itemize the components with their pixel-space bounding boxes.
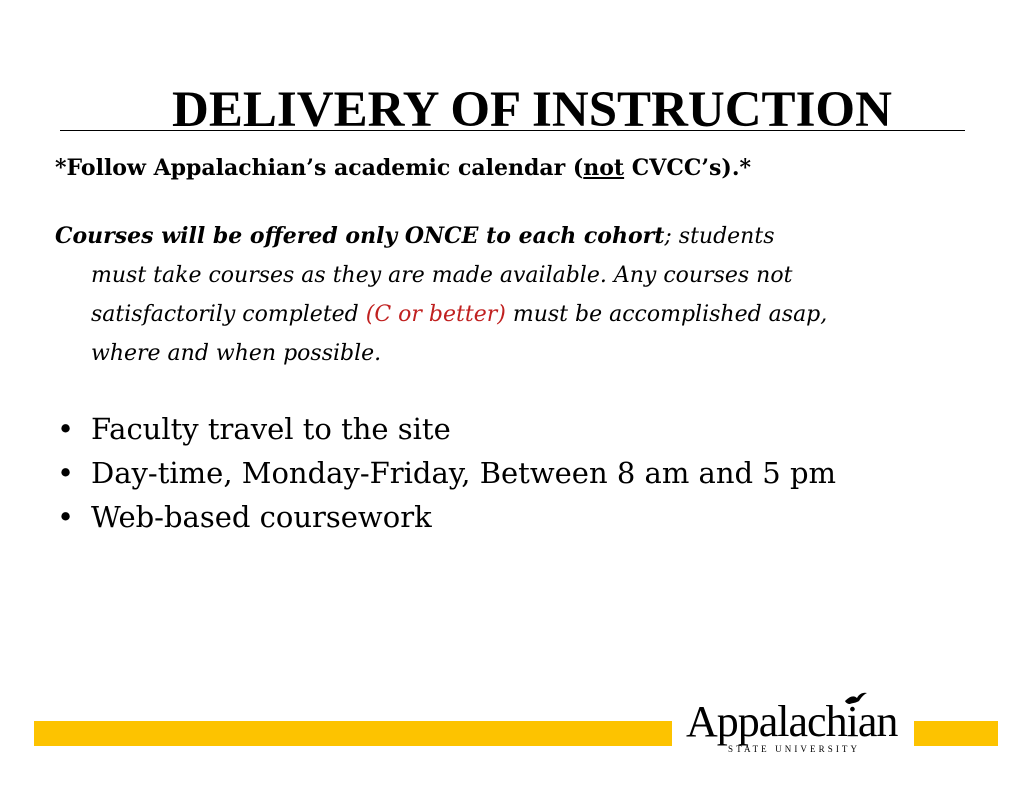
courses-line-1-rest: ; students [664, 224, 775, 249]
calendar-note-end: CVCC’s).* [624, 155, 751, 181]
courses-emphasis: Courses will be offered only ONCE to each cohort [55, 223, 665, 249]
title-underline [60, 130, 965, 131]
courses-line-3-start: satisfactorily completed [91, 302, 366, 327]
courses-paragraph [55, 217, 955, 373]
appalachian-logo [686, 692, 900, 762]
bullet-item [55, 451, 836, 495]
courses-line-4: where and when possible. [91, 341, 382, 366]
courses-line-2: must take courses as they are made available. Any courses not [91, 263, 793, 288]
logo-wordmark: Appalachian [686, 697, 898, 746]
courses-line-1 [55, 217, 955, 256]
courses-line-3 [55, 295, 955, 334]
footer-bar-right [914, 721, 998, 746]
bullet-item [55, 407, 836, 451]
bullet-text: Faculty travel to the site [91, 412, 451, 446]
bullet-text: Web-based coursework [91, 500, 432, 534]
bullet-marker: • [57, 456, 75, 490]
slide-title: DELIVERY OF INSTRUCTION [172, 82, 892, 138]
footer-bar-left [34, 721, 672, 746]
courses-line-3-end: must be accomplished asap, [505, 302, 828, 327]
bullet-marker: • [57, 412, 75, 446]
bullet-item [55, 495, 836, 539]
logo-subtitle: STATE UNIVERSITY [728, 744, 861, 754]
grade-requirement: (C or better) [365, 302, 506, 327]
bullet-list [55, 407, 836, 539]
calendar-note-start: *Follow Appalachian’s academic calendar ( [55, 155, 584, 181]
bullet-text: Day-time, Monday-Friday, Between 8 am and 5 pm [91, 456, 837, 490]
bullet-marker: • [57, 500, 75, 534]
calendar-note-underlined: not [583, 155, 625, 181]
calendar-note [55, 152, 751, 184]
